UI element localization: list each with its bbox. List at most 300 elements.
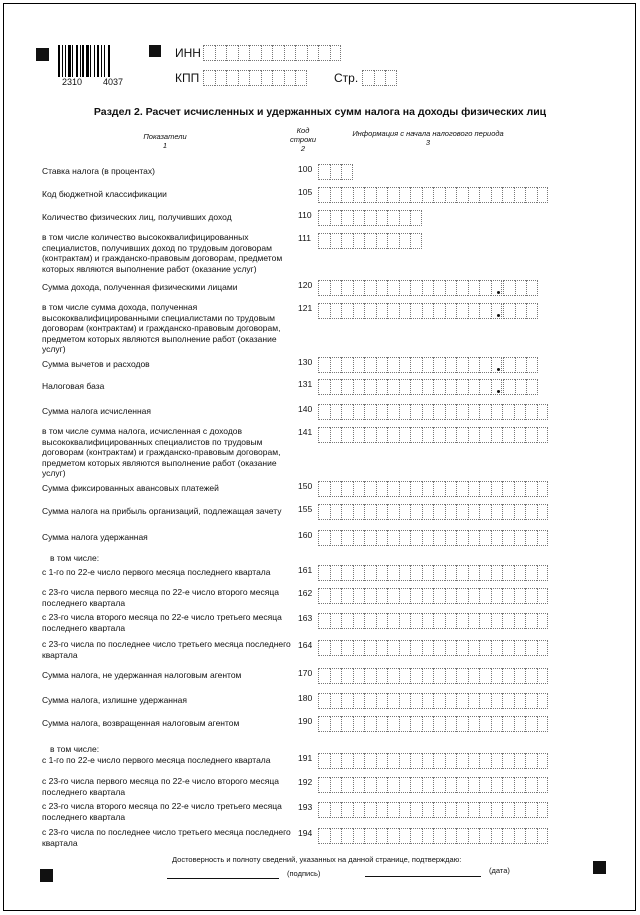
input-cell[interactable] xyxy=(491,427,503,443)
input-cell[interactable] xyxy=(330,379,342,395)
input-cell[interactable] xyxy=(399,565,411,581)
input-cell[interactable] xyxy=(410,357,422,373)
input-cell[interactable] xyxy=(468,777,480,793)
input-cell[interactable] xyxy=(479,404,491,420)
input-cell[interactable] xyxy=(410,233,422,249)
input-cell[interactable] xyxy=(341,187,353,203)
input-cell[interactable] xyxy=(456,481,468,497)
input-cell[interactable] xyxy=(468,565,480,581)
input-cell[interactable] xyxy=(445,481,457,497)
input-cell[interactable] xyxy=(353,280,365,296)
value-field-120-fraction[interactable] xyxy=(503,280,538,296)
input-cell[interactable] xyxy=(491,303,503,319)
input-cell[interactable] xyxy=(364,481,376,497)
input-cell[interactable] xyxy=(537,530,549,546)
input-cell[interactable] xyxy=(318,716,330,732)
input-cell[interactable] xyxy=(479,187,491,203)
value-field-141[interactable] xyxy=(318,427,548,443)
input-cell[interactable] xyxy=(341,280,353,296)
input-cell[interactable] xyxy=(318,828,330,844)
input-cell[interactable] xyxy=(399,210,411,226)
input-cell[interactable] xyxy=(456,357,468,373)
input-cell[interactable] xyxy=(479,693,491,709)
input-cell[interactable] xyxy=(456,777,468,793)
input-cell[interactable] xyxy=(456,716,468,732)
input-cell[interactable] xyxy=(479,802,491,818)
input-cell[interactable] xyxy=(215,45,227,61)
input-cell[interactable] xyxy=(479,565,491,581)
input-cell[interactable] xyxy=(433,802,445,818)
input-cell[interactable] xyxy=(445,588,457,604)
input-cell[interactable] xyxy=(318,404,330,420)
input-cell[interactable] xyxy=(445,777,457,793)
input-cell[interactable] xyxy=(353,187,365,203)
input-cell[interactable] xyxy=(387,280,399,296)
input-cell[interactable] xyxy=(514,753,526,769)
input-cell[interactable] xyxy=(445,379,457,395)
input-cell[interactable] xyxy=(514,427,526,443)
input-cell[interactable] xyxy=(330,777,342,793)
input-cell[interactable] xyxy=(341,753,353,769)
input-cell[interactable] xyxy=(376,210,388,226)
input-cell[interactable] xyxy=(410,565,422,581)
value-field-155[interactable] xyxy=(318,504,548,520)
input-cell[interactable] xyxy=(502,588,514,604)
input-cell[interactable] xyxy=(376,613,388,629)
input-cell[interactable] xyxy=(491,828,503,844)
input-cell[interactable] xyxy=(433,357,445,373)
input-cell[interactable] xyxy=(468,530,480,546)
input-cell[interactable] xyxy=(318,668,330,684)
input-cell[interactable] xyxy=(410,716,422,732)
input-cell[interactable] xyxy=(537,668,549,684)
input-cell[interactable] xyxy=(399,693,411,709)
input-cell[interactable] xyxy=(537,481,549,497)
input-cell[interactable] xyxy=(376,668,388,684)
input-cell[interactable] xyxy=(215,70,227,86)
input-cell[interactable] xyxy=(537,828,549,844)
input-cell[interactable] xyxy=(353,427,365,443)
input-cell[interactable] xyxy=(341,565,353,581)
input-cell[interactable] xyxy=(514,187,526,203)
input-cell[interactable] xyxy=(422,777,434,793)
input-cell[interactable] xyxy=(514,668,526,684)
input-cell[interactable] xyxy=(433,613,445,629)
input-cell[interactable] xyxy=(376,187,388,203)
input-cell[interactable] xyxy=(399,668,411,684)
input-cell[interactable] xyxy=(376,640,388,656)
input-cell[interactable] xyxy=(410,504,422,520)
input-cell[interactable] xyxy=(410,613,422,629)
input-cell[interactable] xyxy=(364,802,376,818)
input-cell[interactable] xyxy=(376,504,388,520)
input-cell[interactable] xyxy=(525,187,537,203)
input-cell[interactable] xyxy=(537,404,549,420)
input-cell[interactable] xyxy=(537,504,549,520)
input-cell[interactable] xyxy=(385,70,397,86)
input-cell[interactable] xyxy=(491,640,503,656)
input-cell[interactable] xyxy=(353,753,365,769)
input-cell[interactable] xyxy=(330,716,342,732)
input-cell[interactable] xyxy=(514,613,526,629)
input-cell[interactable] xyxy=(468,802,480,818)
input-cell[interactable] xyxy=(422,613,434,629)
value-field-190[interactable] xyxy=(318,716,548,732)
input-cell[interactable] xyxy=(502,565,514,581)
input-cell[interactable] xyxy=(353,303,365,319)
input-cell[interactable] xyxy=(376,427,388,443)
input-cell[interactable] xyxy=(330,404,342,420)
input-cell[interactable] xyxy=(376,233,388,249)
input-cell[interactable] xyxy=(422,530,434,546)
input-cell[interactable] xyxy=(376,530,388,546)
input-cell[interactable] xyxy=(525,565,537,581)
input-cell[interactable] xyxy=(479,481,491,497)
input-cell[interactable] xyxy=(226,45,238,61)
input-cell[interactable] xyxy=(399,530,411,546)
input-cell[interactable] xyxy=(399,828,411,844)
input-cell[interactable] xyxy=(318,613,330,629)
input-cell[interactable] xyxy=(318,693,330,709)
kpp-field[interactable] xyxy=(203,70,307,86)
input-cell[interactable] xyxy=(456,404,468,420)
value-field-100[interactable] xyxy=(318,164,353,180)
input-cell[interactable] xyxy=(318,802,330,818)
input-cell[interactable] xyxy=(502,504,514,520)
input-cell[interactable] xyxy=(330,668,342,684)
input-cell[interactable] xyxy=(502,802,514,818)
input-cell[interactable] xyxy=(341,303,353,319)
input-cell[interactable] xyxy=(330,640,342,656)
input-cell[interactable] xyxy=(525,668,537,684)
input-cell[interactable] xyxy=(479,753,491,769)
input-cell[interactable] xyxy=(433,504,445,520)
input-cell[interactable] xyxy=(364,530,376,546)
input-cell[interactable] xyxy=(364,640,376,656)
input-cell[interactable] xyxy=(456,303,468,319)
input-cell[interactable] xyxy=(330,164,342,180)
input-cell[interactable] xyxy=(238,45,250,61)
input-cell[interactable] xyxy=(445,802,457,818)
input-cell[interactable] xyxy=(514,802,526,818)
input-cell[interactable] xyxy=(491,668,503,684)
input-cell[interactable] xyxy=(295,45,307,61)
input-cell[interactable] xyxy=(249,70,261,86)
input-cell[interactable] xyxy=(330,233,342,249)
input-cell[interactable] xyxy=(491,802,503,818)
input-cell[interactable] xyxy=(468,828,480,844)
input-cell[interactable] xyxy=(353,379,365,395)
input-cell[interactable] xyxy=(330,565,342,581)
input-cell[interactable] xyxy=(456,668,468,684)
input-cell[interactable] xyxy=(387,404,399,420)
input-cell[interactable] xyxy=(330,357,342,373)
input-cell[interactable] xyxy=(525,613,537,629)
input-cell[interactable] xyxy=(525,588,537,604)
input-cell[interactable] xyxy=(456,802,468,818)
input-cell[interactable] xyxy=(537,565,549,581)
input-cell[interactable] xyxy=(433,753,445,769)
input-cell[interactable] xyxy=(399,613,411,629)
input-cell[interactable] xyxy=(399,379,411,395)
input-cell[interactable] xyxy=(364,753,376,769)
input-cell[interactable] xyxy=(445,504,457,520)
input-cell[interactable] xyxy=(422,565,434,581)
input-cell[interactable] xyxy=(353,357,365,373)
input-cell[interactable] xyxy=(364,379,376,395)
input-cell[interactable] xyxy=(376,693,388,709)
input-cell[interactable] xyxy=(341,481,353,497)
input-cell[interactable] xyxy=(422,481,434,497)
input-cell[interactable] xyxy=(410,828,422,844)
input-cell[interactable] xyxy=(537,693,549,709)
input-cell[interactable] xyxy=(353,668,365,684)
input-cell[interactable] xyxy=(491,357,503,373)
input-cell[interactable] xyxy=(387,640,399,656)
input-cell[interactable] xyxy=(433,716,445,732)
input-cell[interactable] xyxy=(503,357,515,373)
input-cell[interactable] xyxy=(479,716,491,732)
input-cell[interactable] xyxy=(468,668,480,684)
input-cell[interactable] xyxy=(433,828,445,844)
input-cell[interactable] xyxy=(468,588,480,604)
input-cell[interactable] xyxy=(491,379,503,395)
input-cell[interactable] xyxy=(433,693,445,709)
input-cell[interactable] xyxy=(503,280,515,296)
input-cell[interactable] xyxy=(468,716,480,732)
input-cell[interactable] xyxy=(525,716,537,732)
input-cell[interactable] xyxy=(525,693,537,709)
input-cell[interactable] xyxy=(514,404,526,420)
input-cell[interactable] xyxy=(479,303,491,319)
input-cell[interactable] xyxy=(422,280,434,296)
input-cell[interactable] xyxy=(537,802,549,818)
input-cell[interactable] xyxy=(387,481,399,497)
input-cell[interactable] xyxy=(284,45,296,61)
input-cell[interactable] xyxy=(376,379,388,395)
input-cell[interactable] xyxy=(491,565,503,581)
input-cell[interactable] xyxy=(410,303,422,319)
input-cell[interactable] xyxy=(341,716,353,732)
input-cell[interactable] xyxy=(353,210,365,226)
input-cell[interactable] xyxy=(456,640,468,656)
input-cell[interactable] xyxy=(525,404,537,420)
input-cell[interactable] xyxy=(456,504,468,520)
input-cell[interactable] xyxy=(376,777,388,793)
input-cell[interactable] xyxy=(364,404,376,420)
input-cell[interactable] xyxy=(341,379,353,395)
input-cell[interactable] xyxy=(410,640,422,656)
input-cell[interactable] xyxy=(456,187,468,203)
input-cell[interactable] xyxy=(445,357,457,373)
input-cell[interactable] xyxy=(330,45,342,61)
value-field-120[interactable] xyxy=(318,280,502,296)
input-cell[interactable] xyxy=(525,481,537,497)
input-cell[interactable] xyxy=(525,802,537,818)
input-cell[interactable] xyxy=(456,613,468,629)
input-cell[interactable] xyxy=(468,504,480,520)
input-cell[interactable] xyxy=(537,640,549,656)
input-cell[interactable] xyxy=(503,379,515,395)
input-cell[interactable] xyxy=(515,357,527,373)
input-cell[interactable] xyxy=(479,530,491,546)
input-cell[interactable] xyxy=(515,379,527,395)
input-cell[interactable] xyxy=(445,613,457,629)
input-cell[interactable] xyxy=(399,777,411,793)
input-cell[interactable] xyxy=(341,802,353,818)
input-cell[interactable] xyxy=(376,802,388,818)
input-cell[interactable] xyxy=(422,640,434,656)
input-cell[interactable] xyxy=(479,640,491,656)
input-cell[interactable] xyxy=(387,504,399,520)
input-cell[interactable] xyxy=(318,357,330,373)
input-cell[interactable] xyxy=(526,280,538,296)
page-number-field[interactable] xyxy=(362,70,397,86)
value-field-180[interactable] xyxy=(318,693,548,709)
input-cell[interactable] xyxy=(468,613,480,629)
input-cell[interactable] xyxy=(456,530,468,546)
value-field-164[interactable] xyxy=(318,640,548,656)
input-cell[interactable] xyxy=(491,613,503,629)
input-cell[interactable] xyxy=(330,828,342,844)
input-cell[interactable] xyxy=(502,753,514,769)
input-cell[interactable] xyxy=(376,753,388,769)
input-cell[interactable] xyxy=(318,565,330,581)
value-field-194[interactable] xyxy=(318,828,548,844)
input-cell[interactable] xyxy=(387,379,399,395)
value-field-161[interactable] xyxy=(318,565,548,581)
input-cell[interactable] xyxy=(468,693,480,709)
input-cell[interactable] xyxy=(387,828,399,844)
input-cell[interactable] xyxy=(422,379,434,395)
input-cell[interactable] xyxy=(502,693,514,709)
input-cell[interactable] xyxy=(468,379,480,395)
input-cell[interactable] xyxy=(433,777,445,793)
input-cell[interactable] xyxy=(525,427,537,443)
input-cell[interactable] xyxy=(318,303,330,319)
value-field-150[interactable] xyxy=(318,481,548,497)
input-cell[interactable] xyxy=(479,379,491,395)
value-field-191[interactable] xyxy=(318,753,548,769)
input-cell[interactable] xyxy=(526,303,538,319)
input-cell[interactable] xyxy=(468,187,480,203)
input-cell[interactable] xyxy=(491,588,503,604)
input-cell[interactable] xyxy=(364,210,376,226)
value-field-121[interactable] xyxy=(318,303,502,319)
input-cell[interactable] xyxy=(399,357,411,373)
input-cell[interactable] xyxy=(526,379,538,395)
input-cell[interactable] xyxy=(433,530,445,546)
input-cell[interactable] xyxy=(503,303,515,319)
input-cell[interactable] xyxy=(445,565,457,581)
input-cell[interactable] xyxy=(433,427,445,443)
input-cell[interactable] xyxy=(376,280,388,296)
input-cell[interactable] xyxy=(422,693,434,709)
input-cell[interactable] xyxy=(491,404,503,420)
value-field-111[interactable] xyxy=(318,233,422,249)
input-cell[interactable] xyxy=(479,357,491,373)
signature-line[interactable] xyxy=(167,878,279,879)
input-cell[interactable] xyxy=(318,187,330,203)
input-cell[interactable] xyxy=(261,70,273,86)
input-cell[interactable] xyxy=(364,187,376,203)
input-cell[interactable] xyxy=(525,753,537,769)
input-cell[interactable] xyxy=(502,640,514,656)
input-cell[interactable] xyxy=(387,668,399,684)
input-cell[interactable] xyxy=(537,716,549,732)
input-cell[interactable] xyxy=(261,45,273,61)
input-cell[interactable] xyxy=(514,828,526,844)
input-cell[interactable] xyxy=(502,427,514,443)
input-cell[interactable] xyxy=(445,716,457,732)
input-cell[interactable] xyxy=(537,427,549,443)
input-cell[interactable] xyxy=(318,164,330,180)
input-cell[interactable] xyxy=(203,70,215,86)
input-cell[interactable] xyxy=(422,716,434,732)
input-cell[interactable] xyxy=(468,753,480,769)
input-cell[interactable] xyxy=(456,280,468,296)
input-cell[interactable] xyxy=(387,693,399,709)
input-cell[interactable] xyxy=(330,427,342,443)
input-cell[interactable] xyxy=(364,504,376,520)
input-cell[interactable] xyxy=(341,693,353,709)
input-cell[interactable] xyxy=(456,588,468,604)
input-cell[interactable] xyxy=(364,716,376,732)
input-cell[interactable] xyxy=(318,481,330,497)
input-cell[interactable] xyxy=(491,693,503,709)
value-field-130[interactable] xyxy=(318,357,502,373)
input-cell[interactable] xyxy=(410,588,422,604)
input-cell[interactable] xyxy=(433,640,445,656)
input-cell[interactable] xyxy=(468,303,480,319)
input-cell[interactable] xyxy=(353,802,365,818)
input-cell[interactable] xyxy=(399,303,411,319)
input-cell[interactable] xyxy=(445,404,457,420)
input-cell[interactable] xyxy=(479,588,491,604)
input-cell[interactable] xyxy=(399,404,411,420)
input-cell[interactable] xyxy=(410,753,422,769)
input-cell[interactable] xyxy=(514,565,526,581)
input-cell[interactable] xyxy=(515,280,527,296)
input-cell[interactable] xyxy=(399,233,411,249)
input-cell[interactable] xyxy=(526,357,538,373)
input-cell[interactable] xyxy=(341,668,353,684)
value-field-110[interactable] xyxy=(318,210,422,226)
input-cell[interactable] xyxy=(387,530,399,546)
input-cell[interactable] xyxy=(399,640,411,656)
input-cell[interactable] xyxy=(330,280,342,296)
value-field-121-fraction[interactable] xyxy=(503,303,538,319)
input-cell[interactable] xyxy=(353,504,365,520)
input-cell[interactable] xyxy=(525,828,537,844)
input-cell[interactable] xyxy=(341,164,353,180)
input-cell[interactable] xyxy=(387,753,399,769)
input-cell[interactable] xyxy=(353,640,365,656)
input-cell[interactable] xyxy=(353,404,365,420)
input-cell[interactable] xyxy=(341,404,353,420)
input-cell[interactable] xyxy=(387,716,399,732)
input-cell[interactable] xyxy=(410,404,422,420)
input-cell[interactable] xyxy=(353,693,365,709)
input-cell[interactable] xyxy=(433,668,445,684)
input-cell[interactable] xyxy=(456,565,468,581)
input-cell[interactable] xyxy=(376,828,388,844)
input-cell[interactable] xyxy=(479,777,491,793)
input-cell[interactable] xyxy=(514,530,526,546)
input-cell[interactable] xyxy=(514,777,526,793)
input-cell[interactable] xyxy=(330,613,342,629)
input-cell[interactable] xyxy=(410,481,422,497)
